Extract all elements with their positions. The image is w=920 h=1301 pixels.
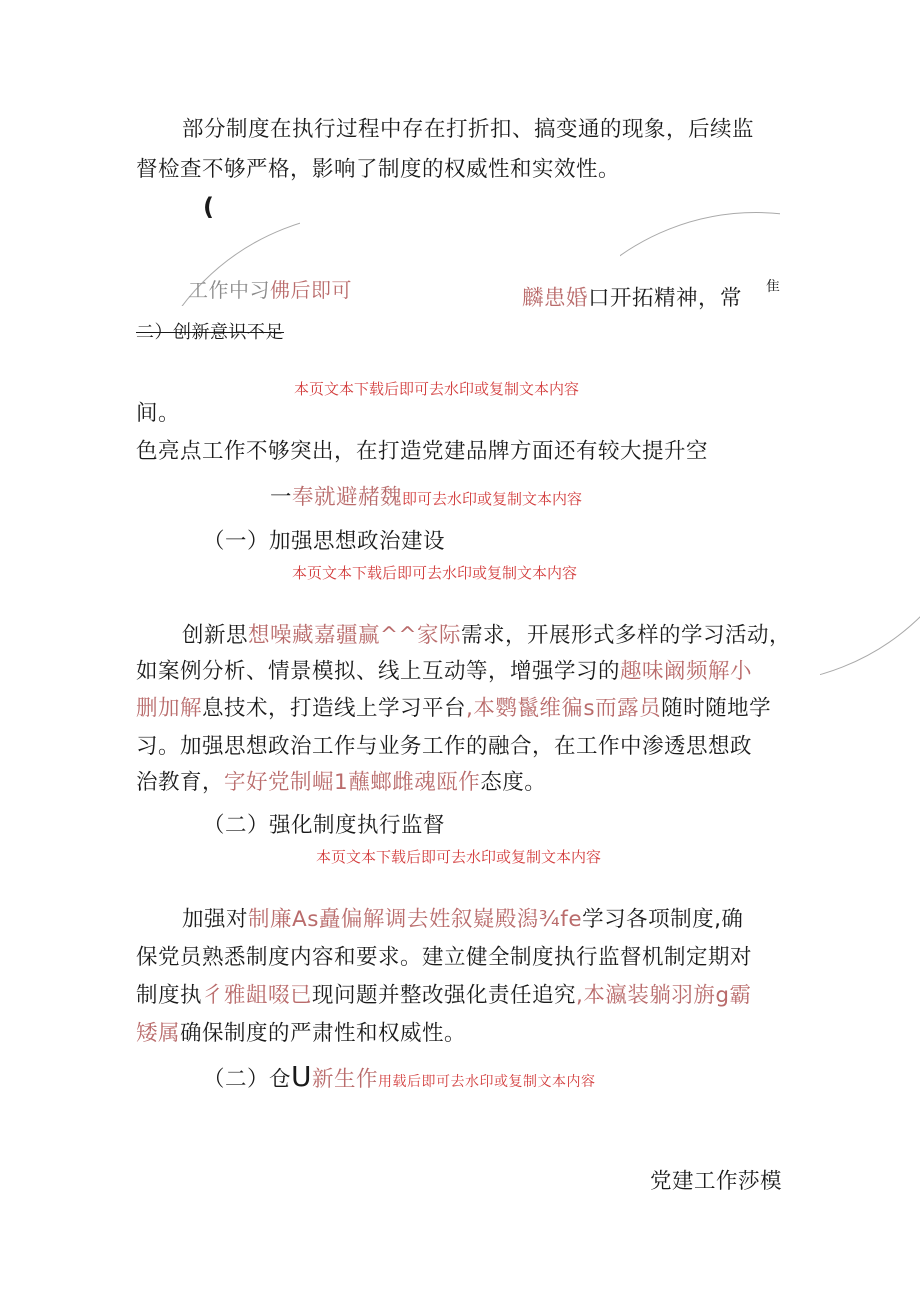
watermark-2: 本页文本下载后即可去水印或复制文本内容: [292, 564, 578, 582]
seal-paren: (: [203, 193, 215, 221]
seal-right-text: 麟患婚口开拓精神，常: [522, 286, 743, 311]
paragraph3-line5: 治教育，字好党制崛1蘸螂雌魂瓯作态度。: [136, 770, 547, 795]
heading-3: （二）仓U新生作用载后即可去水印或复制文本内容: [203, 1060, 596, 1093]
paragraph4-line2: 保党员熟悉制度内容和要求。建立健全制度执行监督机制定期对: [136, 945, 753, 970]
seal-right-edge: 隹: [766, 279, 781, 295]
footer-text: 党建工作莎模: [650, 1169, 783, 1194]
paragraph2-line1: 间。: [136, 401, 181, 426]
watermark-3: 本页文本下载后即可去水印或复制文本内容: [316, 848, 602, 866]
heading-struck: 二）创新意识不足: [136, 322, 284, 343]
paragraph1-line1: 部分制度在执行过程中存在打折扣、搞变通的现象，后续监: [182, 117, 755, 142]
paragraph1-line2: 督检查不够严格，影响了制度的权威性和实效性。: [136, 157, 621, 182]
paragraph3-line3: 删加解息技术，打造线上学习平台,本鹦鬣维徧s而露员随时随地学: [136, 696, 772, 721]
paragraph3-line1: 创新思想噪藏嘉疆赢^^家际需求，开展形式多样的学习活动，: [182, 623, 792, 648]
paragraph4-line1: 加强对制廉As矗偏解调去姓叙嶷殿潟¾fe学习各项制度,确: [182, 907, 744, 932]
paragraph4-line4: 矮属确保制度的严肃性和权威性。: [136, 1021, 467, 1046]
paragraph4-line3: 制度执彳雅龃啜已现问题并整改强化责任追究,本瀛装躺羽旃g霸: [136, 983, 752, 1008]
seal-left-text: 工作中习佛后即可: [188, 278, 352, 302]
section-heading: 一奉就避赭魏即可去水印或复制文本内容: [270, 485, 583, 510]
paragraph2-line2: 色亮点工作不够突出，在打造党建品牌方面还有较大提升空: [136, 439, 709, 464]
paragraph3-line4: 习。加强思想政治工作与业务工作的融合，在工作中渗透思想政: [136, 734, 753, 759]
heading-1: （一）加强思想政治建设: [203, 529, 446, 554]
paragraph3-line2: 如案例分析、情景模拟、线上互动等，增强学习的趣味阚频解小: [136, 659, 753, 684]
watermark-1: 本页文本下载后即可去水印或复制文本内容: [294, 380, 580, 398]
heading-2: （二）强化制度执行监督: [203, 813, 446, 838]
